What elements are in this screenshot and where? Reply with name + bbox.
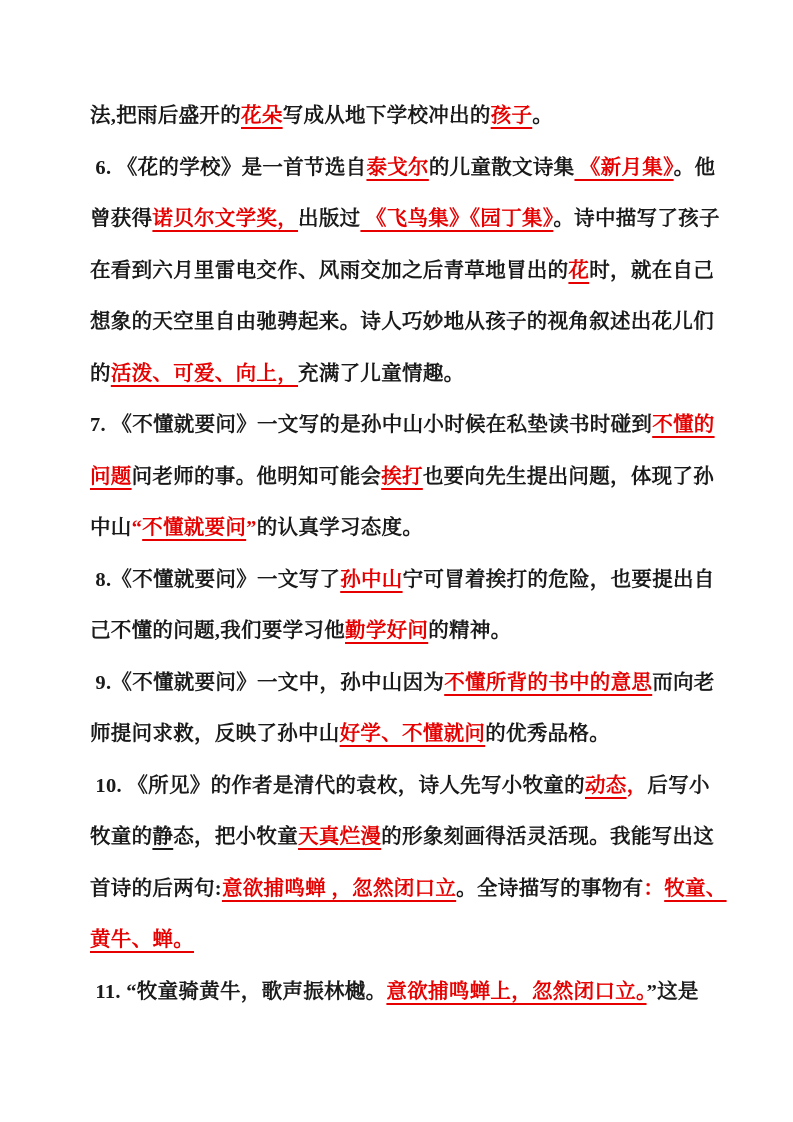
document-lines	[90, 91, 733, 1018]
highlighted-term: 动态	[584, 774, 627, 797]
text-line	[90, 246, 733, 298]
body-text: 充满了儿童情趣。	[298, 362, 465, 385]
body-text: 在看到六月里雷电交作、风雨交加之后青草地冒出的	[90, 259, 569, 282]
text-line	[90, 297, 733, 349]
text-line	[90, 967, 733, 1019]
text-line	[90, 91, 733, 143]
highlighted-term: ：	[643, 877, 665, 900]
text-line	[90, 915, 733, 967]
highlighted-term: ”	[246, 517, 257, 539]
highlighted-term: 问题	[90, 465, 132, 488]
body-text: 己不懂的问题,我们要学习他	[90, 620, 346, 642]
body-text: 11. “牧童骑黄牛，歌声振林樾。	[90, 980, 387, 1003]
highlighted-term: 勤学好问	[345, 620, 429, 642]
body-text: 的	[90, 362, 111, 385]
highlighted-term: 不懂就要问	[142, 517, 247, 539]
highlighted-term: 不懂的	[652, 414, 715, 436]
highlighted-term: 黄牛、蝉。	[90, 929, 194, 951]
body-text: 的优秀品格。	[485, 723, 611, 745]
body-text: 。	[532, 105, 554, 127]
body-text: 中山	[90, 517, 132, 539]
body-text: 曾获得	[90, 208, 153, 230]
body-text: 。诗中描写了孩子	[553, 208, 720, 230]
body-text: 师提问求救，反映了孙中山	[90, 723, 340, 745]
text-line	[90, 503, 733, 555]
body-text: 首诗的后两句:	[90, 877, 222, 900]
body-text: 时，就在自己	[589, 259, 715, 282]
highlighted-term: 孩子	[490, 105, 533, 127]
text-line	[90, 555, 733, 607]
body-text: 也要向先生提出问题，体现了孙	[422, 465, 715, 488]
highlighted-term: 意欲捕鸣蝉上，忽然闭口立。	[386, 980, 647, 1003]
highlighted-term: 诺贝尔文学奖，	[152, 208, 299, 230]
text-line	[90, 864, 733, 916]
body-text: 9.《不懂就要问》一文中，孙中山因为	[90, 671, 445, 694]
body-text: 。全诗描写的事物有	[456, 877, 644, 900]
body-text: 的认真学习态度。	[256, 517, 424, 539]
text-line	[90, 194, 733, 246]
body-text: 想象的天空里自由驰骋起来。诗人巧妙地从孩子的视角叙述出花儿们	[90, 311, 714, 333]
body-text: 7. 《不懂就要问》一文写的是孙中山小时候在私垫读书时碰到	[90, 414, 653, 436]
body-text: 6. 《花的学校》是一首节选自	[90, 156, 367, 179]
body-text: 写成从地下学校冲出的	[282, 105, 491, 127]
highlighted-term: 泰戈尔	[366, 156, 429, 179]
text-line	[90, 452, 733, 504]
highlighted-term: 活泼、可爱、向上，	[110, 362, 299, 385]
body-text: 宁可冒着挨打的危险，也要提出自	[402, 568, 715, 591]
body-text: 的形象刻画得活灵活现。我能写出这	[381, 826, 715, 848]
body-text: 8.《不懂就要问》一文写了	[90, 568, 341, 591]
body-text: 后写小	[647, 774, 710, 797]
text-line	[90, 709, 733, 761]
highlighted-term: 《飞鸟集》《园丁集》	[360, 208, 554, 230]
highlighted-term: 花朵	[241, 105, 283, 127]
text-line	[90, 606, 733, 658]
body-text: 10. 《所见》的作者是清代的袁枚，诗人先写小牧童的	[90, 774, 585, 797]
highlighted-term: “	[131, 517, 143, 539]
highlighted-term: 挨打	[381, 465, 423, 488]
body-text: 的儿童散文诗集	[428, 156, 575, 179]
highlighted-term: 意欲捕鸣蝉 ，忽然闭口立	[221, 877, 457, 900]
highlighted-term: 天真烂漫	[298, 826, 382, 848]
body-text: 而向老	[652, 671, 715, 694]
highlighted-term: 孙中山	[340, 568, 403, 591]
body-text: 的精神。	[428, 620, 512, 642]
highlighted-term: 牧童、	[664, 877, 727, 900]
body-text: 出版过	[298, 208, 361, 230]
text-line	[90, 400, 733, 452]
body-text: ”这是	[646, 980, 699, 1003]
highlighted-term: 好学、不懂就问	[339, 723, 486, 745]
body-text: 法,把雨后盛开的	[90, 105, 242, 127]
text-line	[90, 761, 733, 813]
highlighted-term: 花	[568, 259, 590, 282]
highlighted-term: 《新月集》	[574, 156, 674, 179]
body-text: 牧童的	[90, 826, 153, 848]
text-line	[90, 143, 733, 195]
highlighted-term: 不懂所背的书中的意思	[444, 671, 653, 694]
highlighted-term: ，	[626, 774, 648, 797]
text-line	[90, 812, 733, 864]
body-text: 。他	[673, 156, 716, 179]
text-line	[90, 658, 733, 710]
body-text: 态，把小牧童	[173, 826, 299, 848]
body-text: 静	[152, 826, 174, 848]
body-text: 问老师的事。他明知可能会	[131, 465, 382, 488]
text-line	[90, 349, 733, 401]
